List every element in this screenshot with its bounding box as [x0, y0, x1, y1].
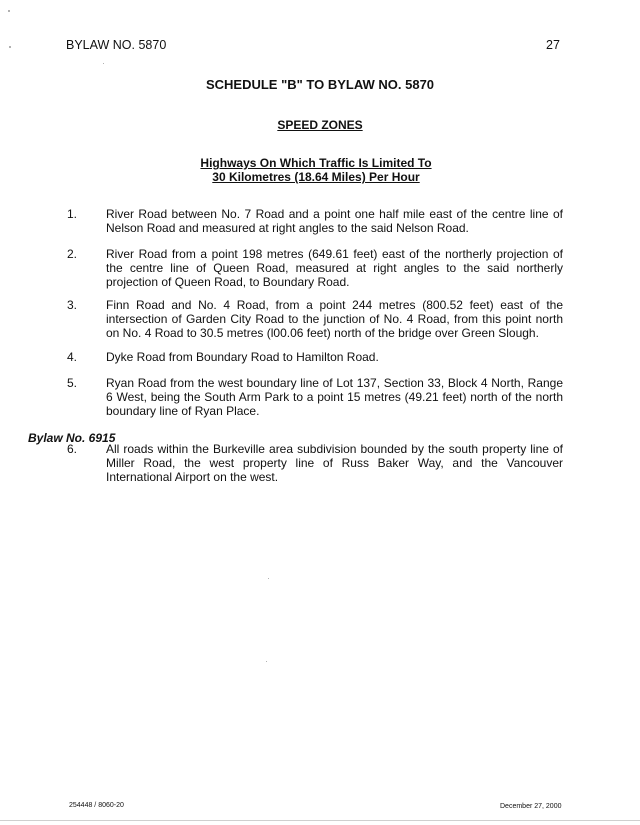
- schedule-title: SCHEDULE "B" TO BYLAW NO. 5870: [205, 77, 435, 92]
- scan-speck: [268, 578, 269, 579]
- item-number: 2.: [67, 247, 78, 261]
- page-edge-line: [0, 820, 640, 821]
- subheading-line-1: Highways On Which Traffic Is Limited To: [200, 156, 432, 170]
- scan-speck: [103, 63, 104, 64]
- item-number: 5.: [67, 376, 78, 390]
- scan-speck: [8, 10, 10, 12]
- item-text: Dyke Road from Boundary Road to Hamilton Road.: [106, 350, 379, 364]
- scan-speck: [266, 661, 267, 662]
- item-text: Ryan Road from the west boundary line of Lot 137, Section 33, Block 4 North, Range 6 West, being the South Arm Park to a point 15 metres (49.21 feet) north of the north boundary line of Ryan Place.: [106, 376, 563, 418]
- item-text: River Road from a point 198 metres (649.61 feet) east of the northerly projection of the centre line of Queen Road, measured at right angles to the said northerly projection of Queen Road, to Boundary Road.: [106, 247, 563, 289]
- footer-date: December 27, 2000: [500, 803, 562, 810]
- item-number: 4.: [67, 350, 78, 364]
- item-number: 3.: [67, 298, 78, 312]
- item-number: 6.: [67, 442, 78, 456]
- subheading: [0, 156, 632, 184]
- item-text: River Road between No. 7 Road and a point one half mile east of the centre line of Nelson Road and measured at right angles to the said Nelson Road.: [106, 207, 563, 235]
- item-number: 1.: [67, 207, 78, 221]
- subheading-line-2: 30 Kilometres (18.64 Miles) Per Hour: [212, 170, 420, 184]
- amendment-note: Bylaw No. 6915: [28, 431, 116, 445]
- item-text: All roads within the Burkeville area subdivision bounded by the south property line of Miller Road, the west property line of Russ Baker Way, and the Vancouver International Airport on the west.: [106, 442, 563, 484]
- scan-speck: [9, 46, 11, 48]
- page-number: 27: [546, 38, 560, 52]
- section-heading: SPEED ZONES: [277, 118, 363, 132]
- header-bylaw-number: BYLAW NO. 5870: [66, 38, 167, 52]
- footer-document-reference: 254448 / 8060-20: [69, 802, 124, 809]
- item-text: Finn Road and No. 4 Road, from a point 244 metres (800.52 feet) east of the intersection of Garden City Road to the junction of No. 4 Road, from this point north on No. 4 Road to 30.5 metres (l00.06 feet) north of the bridge over Green Slough.: [106, 298, 563, 340]
